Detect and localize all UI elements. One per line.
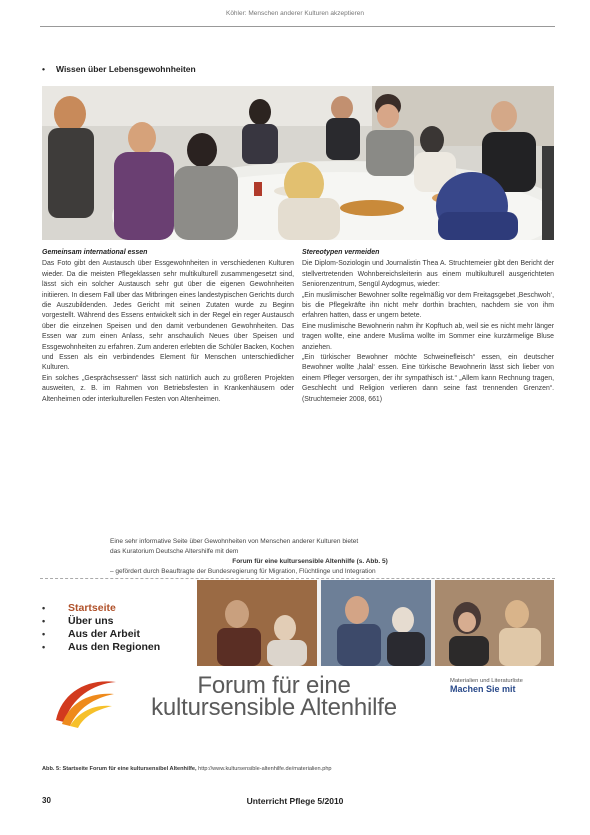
section-bullet: • — [42, 64, 45, 74]
photo-international-dinner — [42, 86, 554, 240]
figure-caption — [42, 766, 562, 772]
forum-logo-title — [94, 672, 454, 721]
nav-item-label: Startseite — [68, 602, 116, 614]
website-photo-strip — [197, 580, 554, 666]
section-title-text: Wissen über Lebensgewohnheiten — [56, 64, 196, 74]
info-line: Eine sehr informative Seite über Gewohnheiten von Menschen anderer Kulturen bietet — [110, 538, 359, 545]
right-column-paragraph: „Ein türkischer Bewohner möchte Schweinefleisch“ essen, ein deutscher Bewohner wollte ‚halal‘ essen. Eine türkische Bewohnerin lässt sich lieber von einem Pfleger versorgen, der ihr sympathisch ist.“ „Allem kann Rechnung tragen, Geschlecht und Religion verlieren dann seine fast trennenden Grenzen“. (Struchtemeier 2008, 661) — [302, 354, 554, 403]
caption-label: Abb. 5: Startseite Forum für eine kultursensibel Altenhilfe, — [42, 766, 197, 772]
info-box — [110, 537, 510, 577]
footer-page-number: 30 — [42, 796, 51, 805]
right-column-paragraph: Die Diplom-Soziologin und Journalistin Thea A. Struchtemeier gibt den Bericht der stellvertretenden Wohnbereichsleiterin aus einem multikulturell ausgerichteten Seniorenzentrum, Sengül Aydogmus, wieder: — [302, 260, 554, 289]
website-nav — [42, 602, 202, 654]
nav-item-aus-der-arbeit[interactable] — [42, 628, 202, 641]
forum-title-line: kultursensible Altenhilfe — [151, 694, 397, 721]
nav-bullet-icon: • — [42, 642, 46, 652]
running-header: Köhler: Menschen anderer Kulturen akzeptieren — [225, 10, 365, 17]
left-column-heading: Gemeinsam international essen — [42, 249, 148, 256]
right-column-heading: Stereotypen vermeiden — [302, 249, 380, 256]
nav-bullet-icon: • — [42, 629, 46, 639]
nav-item-startseite[interactable] — [42, 602, 202, 615]
caption-url: http://www.kultursensible-altenhilfe.de/materialien.php — [196, 766, 332, 772]
left-column-paragraph: Das Foto gibt den Austausch über Essgewohnheiten in verschiedenen Kulturen wieder. Da die meisten Pflegeklassen sehr multikulturell zusammengesetzt sind, lässt sich ein solcher Austausch sehr gut über die eigenen Gewohnheiten initiieren. In diesem Fall über das Mitbringen eines landestypischen Gerichts durch die Auszubildenden. Jedes Gericht mit seinen Zutaten wurde zu Beginn vorgestellt. Während des Essens entwickelt sich in der Regel ein reger Austausch über die einzelnen Speisen und den damit verbundenen Gewohnheiten. Das Essen war zum einen Anlass, sehr anschaulich Neues über Speisen und Essgewohnheiten zu erfahren. Zum anderen erlebten die Schüler Backen, Kochen und Essen als ein verbindendes Element für Menschen unterschiedlicher Kulturen. — [42, 260, 294, 372]
info-forum-line — [110, 557, 510, 567]
nav-item-label: Aus der Arbeit — [68, 628, 140, 640]
left-column-paragraph: Ein solches „Gesprächsessen“ lässt sich natürlich auch zu größeren Projekten ausweiten, z. B. im Rahmen von Betriebsfesten in Krankenhäusern oder Altenheimen oder interkulturellen Festen von Altenheimen. — [42, 374, 294, 403]
right-column-paragraph: Eine muslimische Bewohnerin nahm ihr Kopftuch ab, weil sie es nicht mehr länger tragen wollte, eine andere Muslima wollte im Sommer eine kurzärmelige Bluse anziehen. — [302, 322, 554, 351]
nav-item-ueber-uns[interactable] — [42, 615, 202, 628]
nav-bullet-icon: • — [42, 603, 46, 613]
nav-item-aus-den-regionen[interactable] — [42, 641, 202, 654]
article-column-left — [42, 248, 294, 405]
forum-name: Forum für eine kultursensible Altenhilfe — [232, 558, 355, 565]
header-rule — [40, 26, 555, 27]
footer-journal: Unterricht Pflege 5/2010 — [246, 796, 344, 806]
machen-sie-mit-link[interactable]: Machen Sie mit — [450, 684, 516, 694]
right-column-paragraph: „Ein muslimischer Bewohner sollte regelmäßig vor dem Freitagsgebet ‚Beschwoh‘, bis die Pflegekräfte ihn nicht mehr dorthin brachten, nachdem sie von ihm erfahren hatten, dass er ungern betete. — [302, 291, 554, 320]
photo-strip-illustration — [197, 580, 554, 666]
article-column-right — [302, 248, 554, 405]
nav-item-label: Aus den Regionen — [68, 641, 161, 653]
dashed-divider — [40, 578, 555, 579]
forum-figure-ref: (s. Abb. 5) — [354, 558, 388, 565]
mitmachen-block — [450, 678, 554, 694]
nav-bullet-icon: • — [42, 616, 46, 626]
info-line: – gefördert durch Beauftragte der Bundesregierung für Migration, Flüchtlinge und Integration — [110, 568, 376, 575]
info-line: das Kuratorium Deutsche Altershilfe mit dem — [110, 548, 239, 555]
nav-item-label: Über uns — [68, 615, 114, 627]
materialien-link[interactable]: Materialien und Literaturliste — [450, 678, 523, 684]
website-screenshot — [42, 580, 554, 756]
section-title — [42, 64, 196, 74]
photo-illustration — [42, 86, 554, 240]
forum-title-line: Forum für eine — [197, 672, 351, 699]
